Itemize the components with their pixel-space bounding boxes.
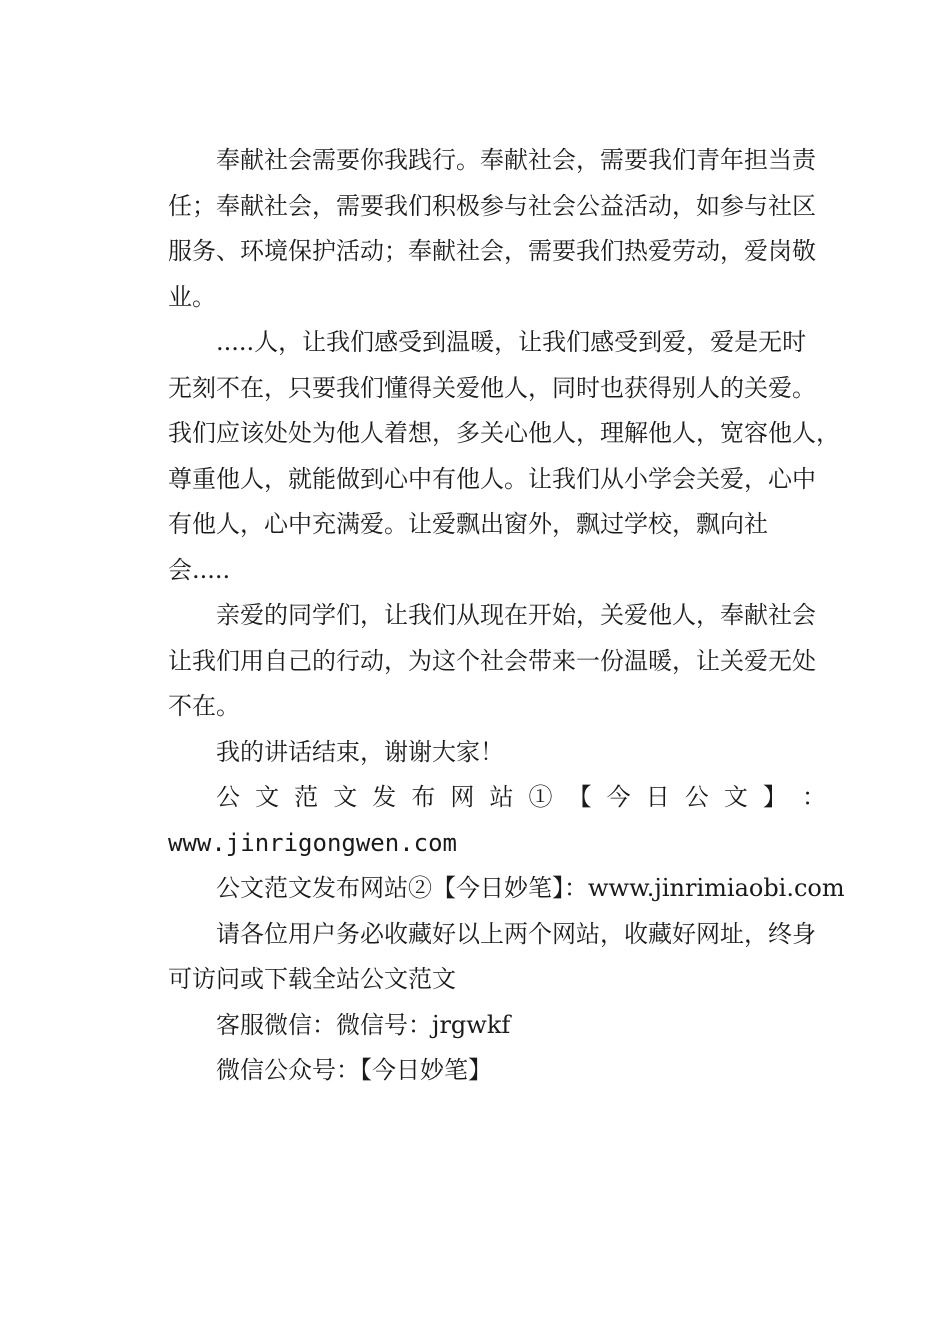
text-line: 有他人，心中充满爱。让爱飘出窗外，飘过学校，飘向社	[168, 510, 768, 538]
paragraph-closing	[120, 730, 826, 776]
text-line: 我的讲话结束，谢谢大家！	[216, 737, 504, 766]
text-line: 请各位用户务必收藏好以上两个网站，收藏好网址，终身	[216, 919, 816, 948]
website-one-url[interactable]: www.jinrigongwen.com	[168, 828, 457, 857]
paragraph-classmates	[120, 593, 826, 730]
text-line: 业。	[168, 282, 216, 311]
text-line: 尊重他人，就能做到心中有他人。让我们从小学会关爱，心中	[168, 464, 816, 493]
bookmark-notice	[120, 912, 826, 1003]
paragraph-dedication	[120, 138, 826, 320]
text-line: 任；奉献社会，需要我们积极参与社会公益活动，如参与社区	[168, 191, 816, 220]
text-line: 可访问或下载全站公文范文	[168, 965, 456, 993]
text-line: 会.....	[168, 555, 231, 584]
text-line: .....人，让我们感受到温暖，让我们感受到爱，爱是无时	[216, 328, 807, 356]
service-wechat	[120, 1003, 826, 1049]
service-wechat-text: 客服微信：微信号：jrgwkf	[216, 1010, 511, 1039]
website-one	[120, 775, 826, 866]
text-line: 我们应该处处为他人着想，多关心他人，理解他人，宽容他人，	[168, 419, 840, 447]
public-account	[120, 1048, 826, 1094]
text-line: 奉献社会需要你我践行。奉献社会，需要我们青年担当责	[216, 146, 816, 174]
text-line: 亲爱的同学们，让我们从现在开始，关爱他人，奉献社会	[216, 601, 816, 629]
document-body	[120, 138, 845, 1094]
text-line: 服务、环境保护活动；奉献社会，需要我们热爱劳动，爱岗敬	[168, 237, 816, 265]
paragraph-care	[120, 320, 840, 593]
text-line: 不在。	[168, 692, 240, 720]
website-two-text[interactable]: 公文范文发布网站②【今日妙笔】：www.jinrimiaobi.com	[216, 874, 845, 902]
text-line: 让我们用自己的行动，为这个社会带来一份温暖，让关爱无处	[168, 646, 816, 675]
public-account-text: 微信公众号：【今日妙笔】	[216, 1056, 492, 1084]
website-two	[120, 866, 845, 912]
website-one-label: 公 文 范 文 发 布 网 站 ① 【 今 日 公 文 】 ：	[216, 783, 826, 811]
text-line: 无刻不在，只要我们懂得关爱他人，同时也获得别人的关爱。	[168, 373, 816, 402]
